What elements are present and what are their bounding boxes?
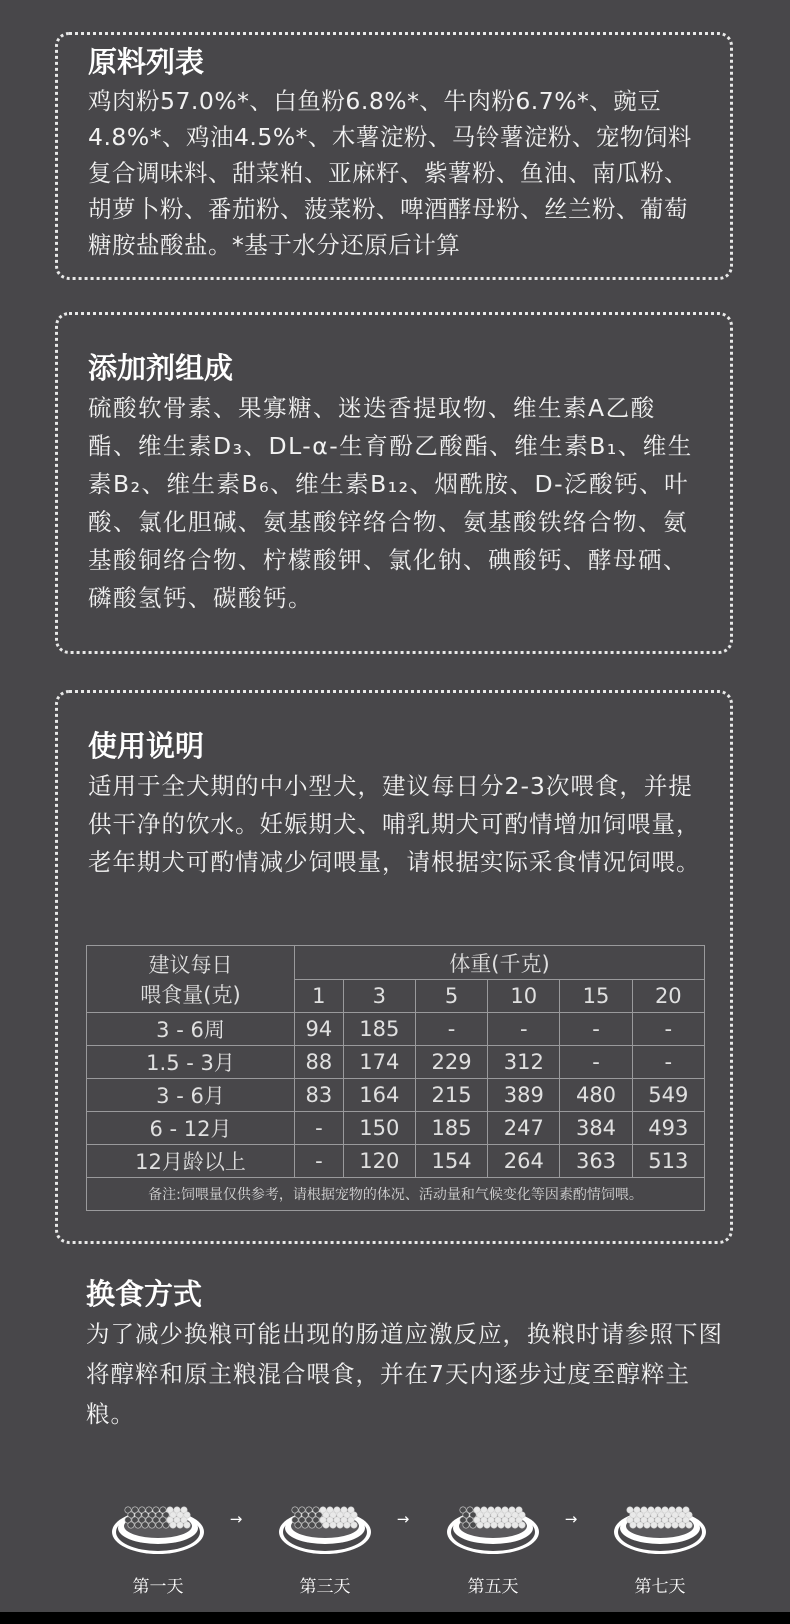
age-cell: 1.5 - 3月 <box>87 1046 295 1079</box>
day-label: 第七天 <box>634 1577 686 1597</box>
old-food-pellet <box>163 1522 169 1528</box>
amount-cell: - <box>295 1145 344 1178</box>
corner-line-2: 喂食量(克) <box>140 983 241 1007</box>
new-food-pellet <box>344 1522 350 1528</box>
ingredients-section <box>55 32 733 280</box>
new-food-pellet <box>519 1522 525 1528</box>
old-food-pellet <box>470 1522 476 1528</box>
table-note: 备注:饲喂量仅供参考，请根据宠物的体况、活动量和气候变化等因素酌情饲喂。 <box>87 1178 705 1211</box>
new-food-pellet <box>330 1522 336 1528</box>
new-food-pellet <box>630 1522 636 1528</box>
old-food-pellet <box>128 1522 134 1528</box>
new-food-pellet <box>679 1522 685 1528</box>
additives-section <box>55 312 733 654</box>
new-food-pellet <box>484 1522 490 1528</box>
new-food-pellet <box>665 1522 671 1528</box>
day-label: 第五天 <box>467 1577 519 1597</box>
amount-cell: 363 <box>560 1145 632 1178</box>
table-row <box>87 1079 705 1112</box>
new-food-pellet <box>337 1522 343 1528</box>
usage-text: 适用于全犬期的中小型犬，建议每日分2-3次喂食，并提供干净的饮水。妊娠期犬、哺乳期犬可酌情增加饲喂量，老年期犬可酌情减少饲喂量，请根据实际采食情况饲喂。 <box>88 772 701 876</box>
new-food-pellet <box>351 1522 357 1528</box>
amount-cell: 312 <box>488 1046 560 1079</box>
new-food-pellet <box>177 1522 183 1528</box>
amount-cell: 384 <box>560 1112 632 1145</box>
old-food-pellet <box>142 1522 148 1528</box>
table-row <box>87 1013 705 1046</box>
amount-cell: - <box>295 1112 344 1145</box>
amount-cell: 185 <box>343 1013 415 1046</box>
switch-title: 换食方式 <box>86 1277 203 1311</box>
new-food-pellet <box>170 1522 176 1528</box>
amount-cell: 94 <box>295 1013 344 1046</box>
bowl-icon-day-3 <box>275 1488 375 1558</box>
new-food-pellet <box>512 1522 518 1528</box>
amount-cell: 389 <box>488 1079 560 1112</box>
amount-cell: 164 <box>343 1079 415 1112</box>
amount-cell: 120 <box>343 1145 415 1178</box>
table-row <box>87 1046 705 1079</box>
new-food-pellet <box>672 1522 678 1528</box>
age-cell: 12月龄以上 <box>87 1145 295 1178</box>
new-food-pellet <box>644 1522 650 1528</box>
weight-cell: 10 <box>488 980 560 1013</box>
old-food-pellet <box>295 1522 301 1528</box>
footer-band <box>0 1612 790 1624</box>
transition-diagram <box>0 1488 790 1598</box>
amount-cell: 174 <box>343 1046 415 1079</box>
table-corner-header <box>87 946 295 1013</box>
amount-cell: 493 <box>632 1112 704 1145</box>
amount-cell: - <box>560 1046 632 1079</box>
new-food-pellet <box>491 1522 497 1528</box>
corner-line-1: 建议每日 <box>148 953 233 977</box>
ingredients-title: 原料列表 <box>88 45 205 79</box>
amount-cell: - <box>488 1013 560 1046</box>
old-food-pellet <box>149 1522 155 1528</box>
amount-cell: 215 <box>415 1079 487 1112</box>
amount-cell: - <box>632 1046 704 1079</box>
weight-cell: 20 <box>632 980 704 1013</box>
age-cell: 6 - 12月 <box>87 1112 295 1145</box>
arrow-icon: → <box>396 1510 410 1528</box>
new-food-pellet <box>498 1522 504 1528</box>
amount-cell: 549 <box>632 1079 704 1112</box>
weight-cell: 15 <box>560 980 632 1013</box>
table-row <box>87 1145 705 1178</box>
amount-cell: - <box>632 1013 704 1046</box>
amount-cell: 229 <box>415 1046 487 1079</box>
amount-cell: 247 <box>488 1112 560 1145</box>
switch-section <box>86 1274 726 1434</box>
old-food-pellet <box>135 1522 141 1528</box>
bowl-icon-day-7 <box>610 1488 710 1558</box>
new-food-pellet <box>323 1522 329 1528</box>
bowl-icon-day-1 <box>108 1488 208 1558</box>
table-row <box>87 1112 705 1145</box>
usage-section <box>55 690 733 1244</box>
weight-cell: 1 <box>295 980 344 1013</box>
new-food-pellet <box>637 1522 643 1528</box>
new-food-pellet <box>505 1522 511 1528</box>
amount-cell: 83 <box>295 1079 344 1112</box>
usage-title: 使用说明 <box>88 729 205 763</box>
amount-cell: 154 <box>415 1145 487 1178</box>
amount-cell: 150 <box>343 1112 415 1145</box>
ingredients-text: 鸡肉粉57.0%*、白鱼粉6.8%*、牛肉粉6.7%*、豌豆4.8%*、鸡油4.5%*、木薯淀粉、马铃薯淀粉、宠物饲料复合调味料、甜菜粕、亚麻籽、紫薯粉、鱼油、南瓜粉、胡萝卜粉、番茄粉、菠菜粉、啤酒酵母粉、丝兰粉、葡萄糖胺盐酸盐。*基于水分还原后计算 <box>88 87 692 259</box>
bowl-icon-day-5 <box>443 1488 543 1558</box>
old-food-pellet <box>302 1522 308 1528</box>
day-label: 第一天 <box>132 1577 184 1597</box>
weight-cell: 3 <box>343 980 415 1013</box>
arrow-icon: → <box>564 1510 578 1528</box>
arrow-icon: → <box>229 1510 243 1528</box>
amount-cell: 480 <box>560 1079 632 1112</box>
amount-cell: 513 <box>632 1145 704 1178</box>
day-label: 第三天 <box>299 1577 351 1597</box>
weight-cell: 5 <box>415 980 487 1013</box>
additives-text: 硫酸软骨素、果寡糖、迷迭香提取物、维生素A乙酸酯、维生素D₃、DL-α-生育酚乙酸酯、维生素B₁、维生素B₂、维生素B₆、维生素B₁₂、烟酰胺、D-泛酸钙、叶酸、氯化胆碱、氨基酸锌络合物、氨基酸铁络合物、氨基酸铜络合物、柠檬酸钾、氯化钠、碘酸钙、酵母硒、磷酸氢钙、碳酸钙。 <box>88 394 693 612</box>
new-food-pellet <box>651 1522 657 1528</box>
age-cell: 3 - 6周 <box>87 1013 295 1046</box>
old-food-pellet <box>463 1522 469 1528</box>
weight-header: 体重(千克) <box>295 946 705 980</box>
feeding-table <box>86 945 705 1211</box>
old-food-pellet <box>156 1522 162 1528</box>
old-food-pellet <box>316 1522 322 1528</box>
new-food-pellet <box>686 1522 692 1528</box>
amount-cell: 88 <box>295 1046 344 1079</box>
amount-cell: - <box>415 1013 487 1046</box>
new-food-pellet <box>184 1522 190 1528</box>
additives-title: 添加剂组成 <box>88 351 234 385</box>
old-food-pellet <box>309 1522 315 1528</box>
switch-text: 为了减少换粮可能出现的肠道应激反应，换粮时请参照下图将醇粹和原主粮混合喂食，并在7天内逐步过度至醇粹主粮。 <box>86 1320 723 1428</box>
new-food-pellet <box>658 1522 664 1528</box>
amount-cell: - <box>560 1013 632 1046</box>
new-food-pellet <box>477 1522 483 1528</box>
age-cell: 3 - 6月 <box>87 1079 295 1112</box>
amount-cell: 185 <box>415 1112 487 1145</box>
amount-cell: 264 <box>488 1145 560 1178</box>
